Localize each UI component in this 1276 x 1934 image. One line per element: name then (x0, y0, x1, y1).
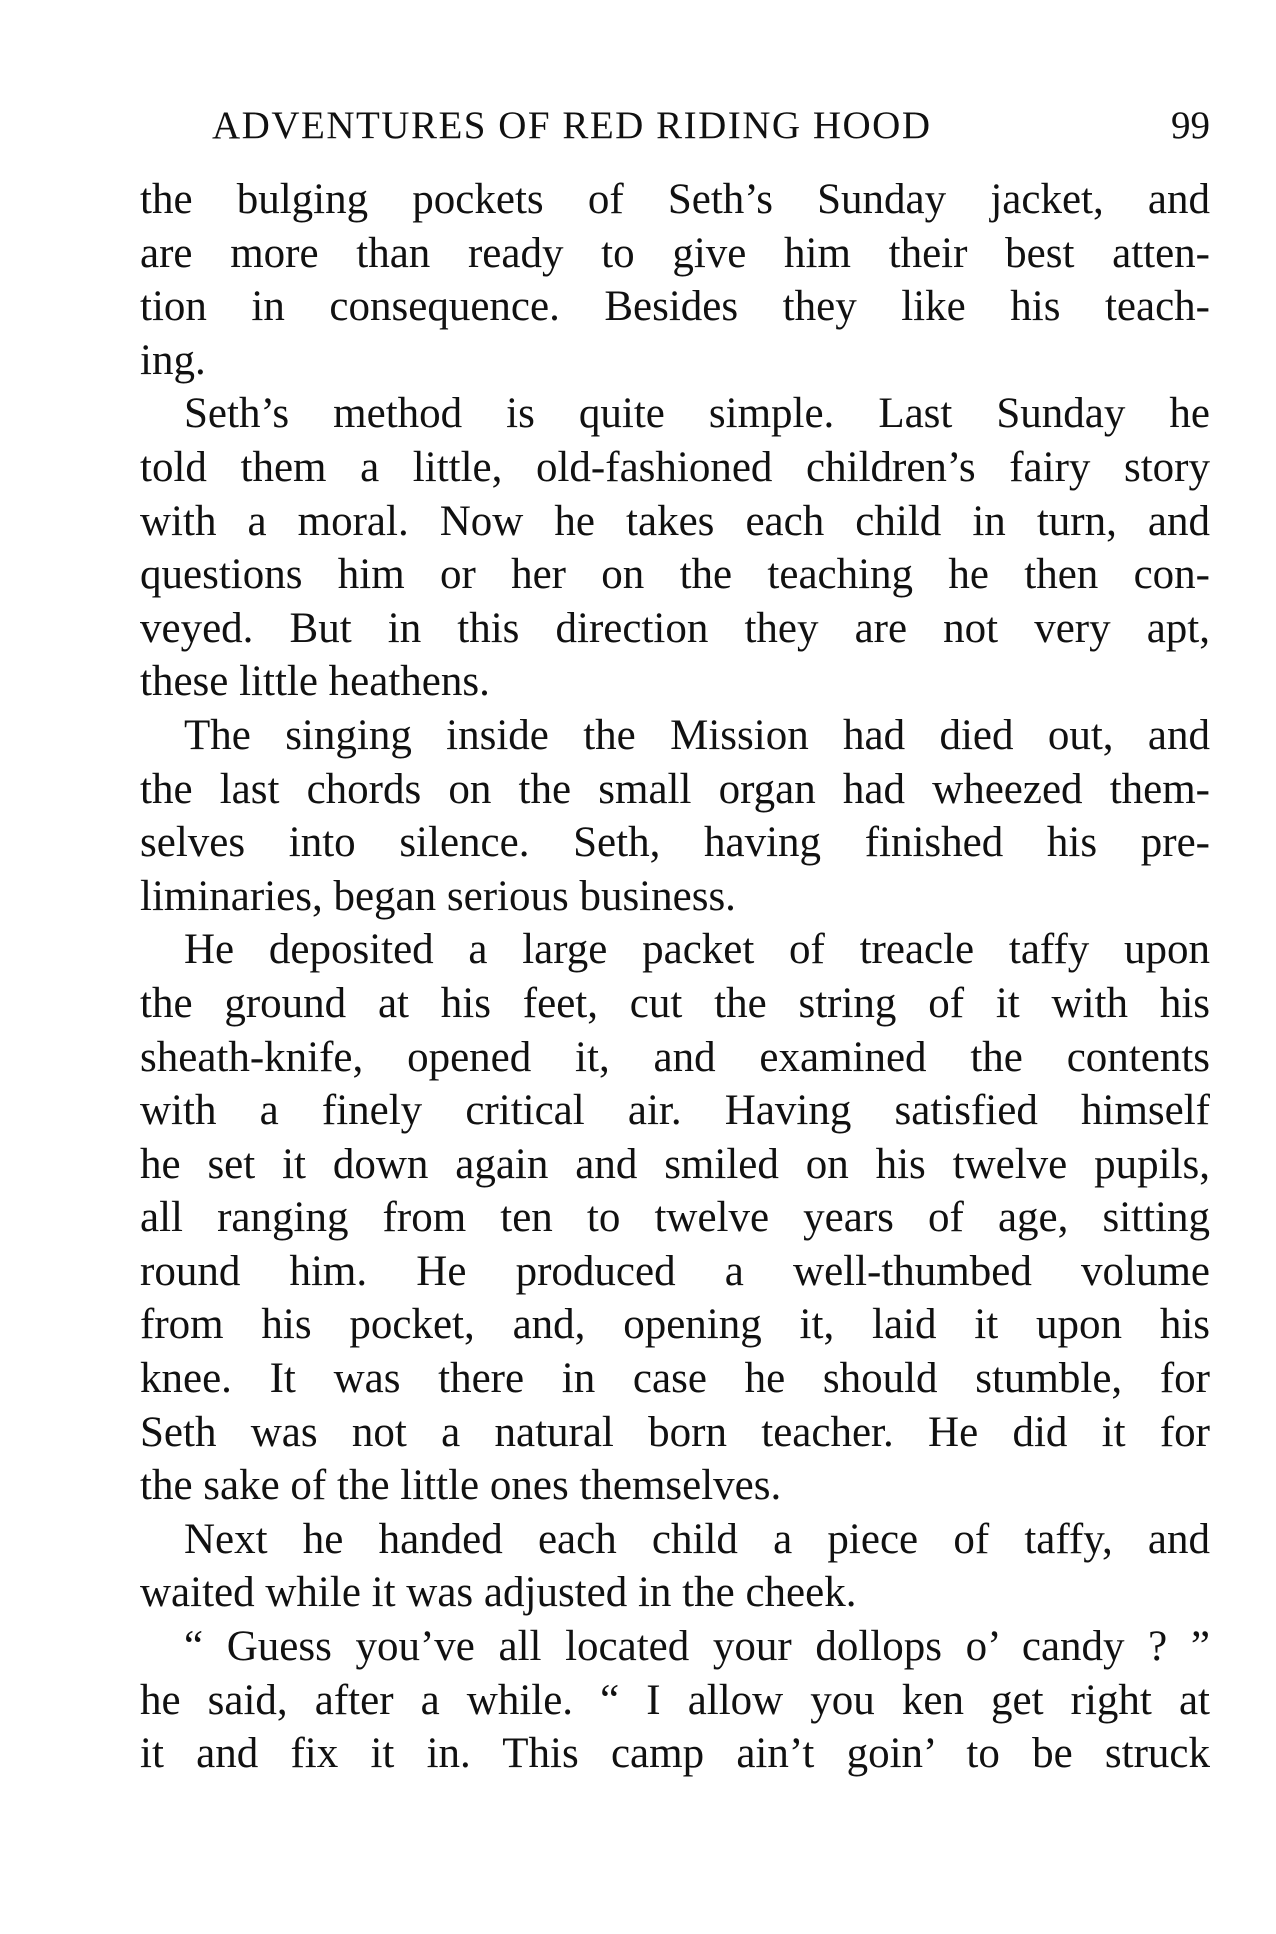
text-line: round him. He produced a well-thumbed volume (140, 1247, 1210, 1295)
text-line: Seth was not a natural born teacher. He did it for (140, 1408, 1210, 1456)
text-line: waited while it was adjusted in the cheek. (140, 1569, 857, 1617)
running-title: ADVENTURES OF RED RIDING HOOD (212, 104, 932, 147)
text-line: told them a little, old-fashioned children’s fairy story (140, 443, 1210, 491)
text-line: liminaries, began serious business. (140, 872, 736, 920)
text-line: knee. It was there in case he should stumble, for (140, 1355, 1210, 1403)
text-line: ing. (140, 336, 206, 384)
text-line: He deposited a large packet of treacle taffy upon (184, 926, 1210, 974)
text-line: Seth’s method is quite simple. Last Sunday he (184, 390, 1210, 438)
text-line: The singing inside the Mission had died out, and (184, 711, 1210, 759)
text-line: all ranging from ten to twelve years of age, sitting (140, 1194, 1210, 1242)
text-line: the last chords on the small organ had wheezed them- (140, 765, 1210, 813)
text-line: veyed. But in this direction they are not very apt, (140, 604, 1210, 652)
paragraph (140, 709, 1210, 923)
text-line: “ Guess you’ve all located your dollops o’ candy ? ” (184, 1623, 1210, 1671)
paragraph (140, 923, 1210, 1513)
paragraph (140, 1513, 1210, 1620)
paragraph (140, 1620, 1210, 1781)
text-line: questions him or her on the teaching he then con- (140, 551, 1210, 599)
text-line: it and fix it in. This camp ain’t goin’ to be struck (140, 1730, 1210, 1778)
text-line: selves into silence. Seth, having finished his pre- (140, 819, 1210, 867)
paragraph (140, 387, 1210, 709)
text-line: these little heathens. (140, 658, 490, 706)
text-line: from his pocket, and, opening it, laid it upon his (140, 1301, 1210, 1349)
text-line: are more than ready to give him their best atten- (140, 229, 1210, 277)
text-line: he said, after a while. “ I allow you ken get right at (140, 1676, 1210, 1724)
text-line: the sake of the little ones themselves. (140, 1462, 782, 1510)
running-head (140, 95, 1210, 155)
body-text (140, 173, 1210, 1781)
text-line: he set it down again and smiled on his twelve pupils, (140, 1140, 1210, 1188)
text-line: with a moral. Now he takes each child in turn, and (140, 497, 1210, 545)
text-line: sheath-knife, opened it, and examined the contents (140, 1033, 1210, 1081)
text-line: tion in consequence. Besides they like his teach- (140, 283, 1210, 331)
book-page (140, 95, 1210, 1781)
text-line: Next he handed each child a piece of taffy, and (184, 1515, 1210, 1563)
text-line: the bulging pockets of Seth’s Sunday jacket, and (140, 176, 1210, 223)
text-line: the ground at his feet, cut the string of it with his (140, 979, 1210, 1027)
text-line: with a finely critical air. Having satisfied himself (140, 1087, 1210, 1135)
page-number: 99 (1171, 104, 1210, 147)
paragraph (140, 173, 1210, 387)
